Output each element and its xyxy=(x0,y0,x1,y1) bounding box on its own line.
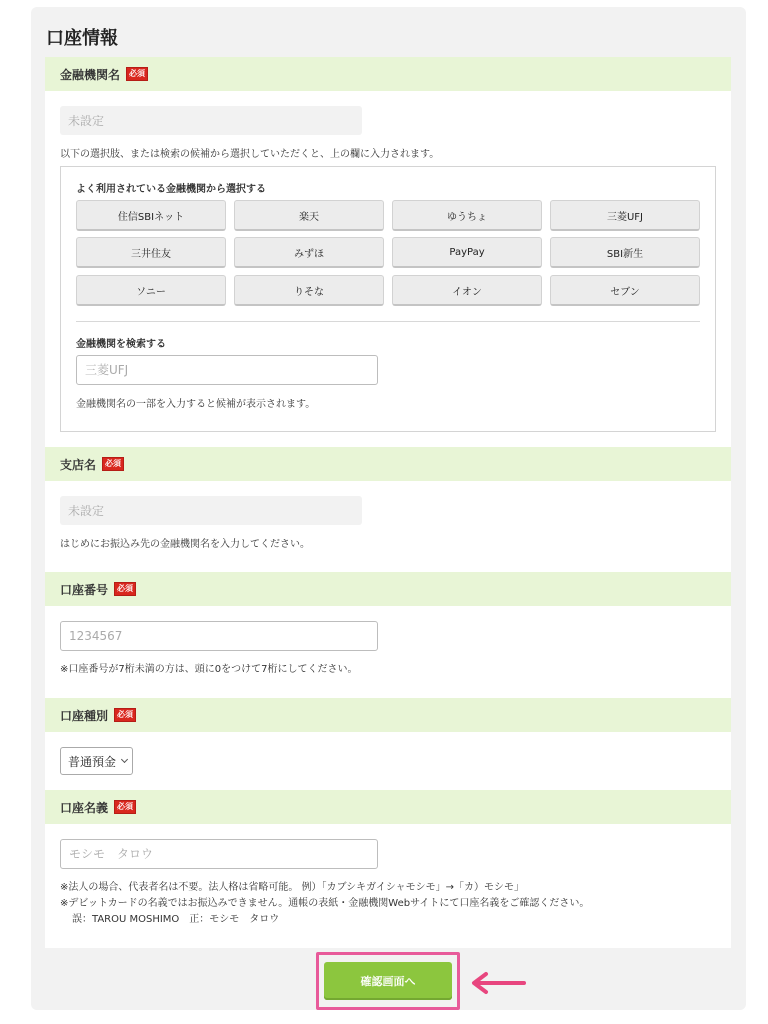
section-header-bank xyxy=(45,57,731,91)
popular-banks-label: よく利用されている金融機関から選択する xyxy=(76,184,266,195)
bank-button[interactable]: ソニー xyxy=(76,275,226,306)
branch-hint: はじめにお振込み先の金融機関名を入力してください。 xyxy=(60,539,310,550)
confirm-button[interactable]: 確認画面へ xyxy=(324,962,452,1000)
bank-search-hint: 金融機関名の一部を入力すると候補が表示されます。 xyxy=(76,399,316,410)
required-badge: 必須 xyxy=(114,708,136,722)
branch-label: 支店名 xyxy=(60,457,97,472)
bank-button[interactable]: セブン xyxy=(550,275,700,306)
required-badge: 必須 xyxy=(126,67,148,81)
bank-label: 金融機関名 xyxy=(60,67,121,82)
account-holder-input[interactable] xyxy=(60,839,378,869)
bank-button[interactable]: 楽天 xyxy=(234,200,384,231)
account-number-label: 口座番号 xyxy=(60,582,109,597)
bank-button[interactable]: 三井住友 xyxy=(76,237,226,268)
bank-search-label: 金融機関を検索する xyxy=(76,339,166,350)
account-holder-label: 口座名義 xyxy=(60,800,109,815)
section-header-branch xyxy=(45,447,731,481)
arrow-left-icon xyxy=(470,970,528,996)
bank-button[interactable]: 住信SBIネット xyxy=(76,200,226,231)
bank-button[interactable]: PayPay xyxy=(392,237,542,268)
required-badge: 必須 xyxy=(114,582,136,596)
bank-hint: 以下の選択肢、または検索の候補から選択していただくと、上の欄に入力されます。 xyxy=(60,149,440,160)
bank-button[interactable]: イオン xyxy=(392,275,542,306)
page-title: 口座情報 xyxy=(46,28,118,49)
bank-search-input[interactable] xyxy=(76,355,378,385)
account-type-select[interactable] xyxy=(60,747,133,775)
account-holder-hint-3: 誤：TAROU MOSHIMO 正：モシモ タロウ xyxy=(72,914,280,925)
chevron-down-icon xyxy=(121,756,128,763)
bank-button[interactable]: りそな xyxy=(234,275,384,306)
required-badge: 必須 xyxy=(114,800,136,814)
section-header-account-holder xyxy=(45,790,731,824)
bank-button[interactable]: みずほ xyxy=(234,237,384,268)
bank-name-display: 未設定 xyxy=(60,106,362,135)
account-type-value: 普通預金 xyxy=(68,754,117,769)
section-header-account-type xyxy=(45,698,731,732)
branch-name-display: 未設定 xyxy=(60,496,362,525)
account-number-hint: ※口座番号が7桁未満の方は、頭に0をつけて7桁にしてください。 xyxy=(60,664,358,675)
section-header-account-number xyxy=(45,572,731,606)
account-holder-hint-2: ※デビットカードの名義ではお振込みできません。通帳の表紙・金融機関Webサイトにて口座名義をご確認ください。 xyxy=(60,898,590,909)
account-number-input[interactable] xyxy=(60,621,378,651)
bank-button[interactable]: 三菱UFJ xyxy=(550,200,700,231)
bank-button[interactable]: SBI新生 xyxy=(550,237,700,268)
account-type-label: 口座種別 xyxy=(60,708,109,723)
required-badge: 必須 xyxy=(102,457,124,471)
bank-button[interactable]: ゆうちょ xyxy=(392,200,542,231)
account-holder-hint-1: ※法人の場合、代表者名は不要。法人格は省略可能。 例）「カブシキガイシャモシモ」→「カ）モシモ」 xyxy=(60,882,525,893)
divider xyxy=(76,321,700,322)
